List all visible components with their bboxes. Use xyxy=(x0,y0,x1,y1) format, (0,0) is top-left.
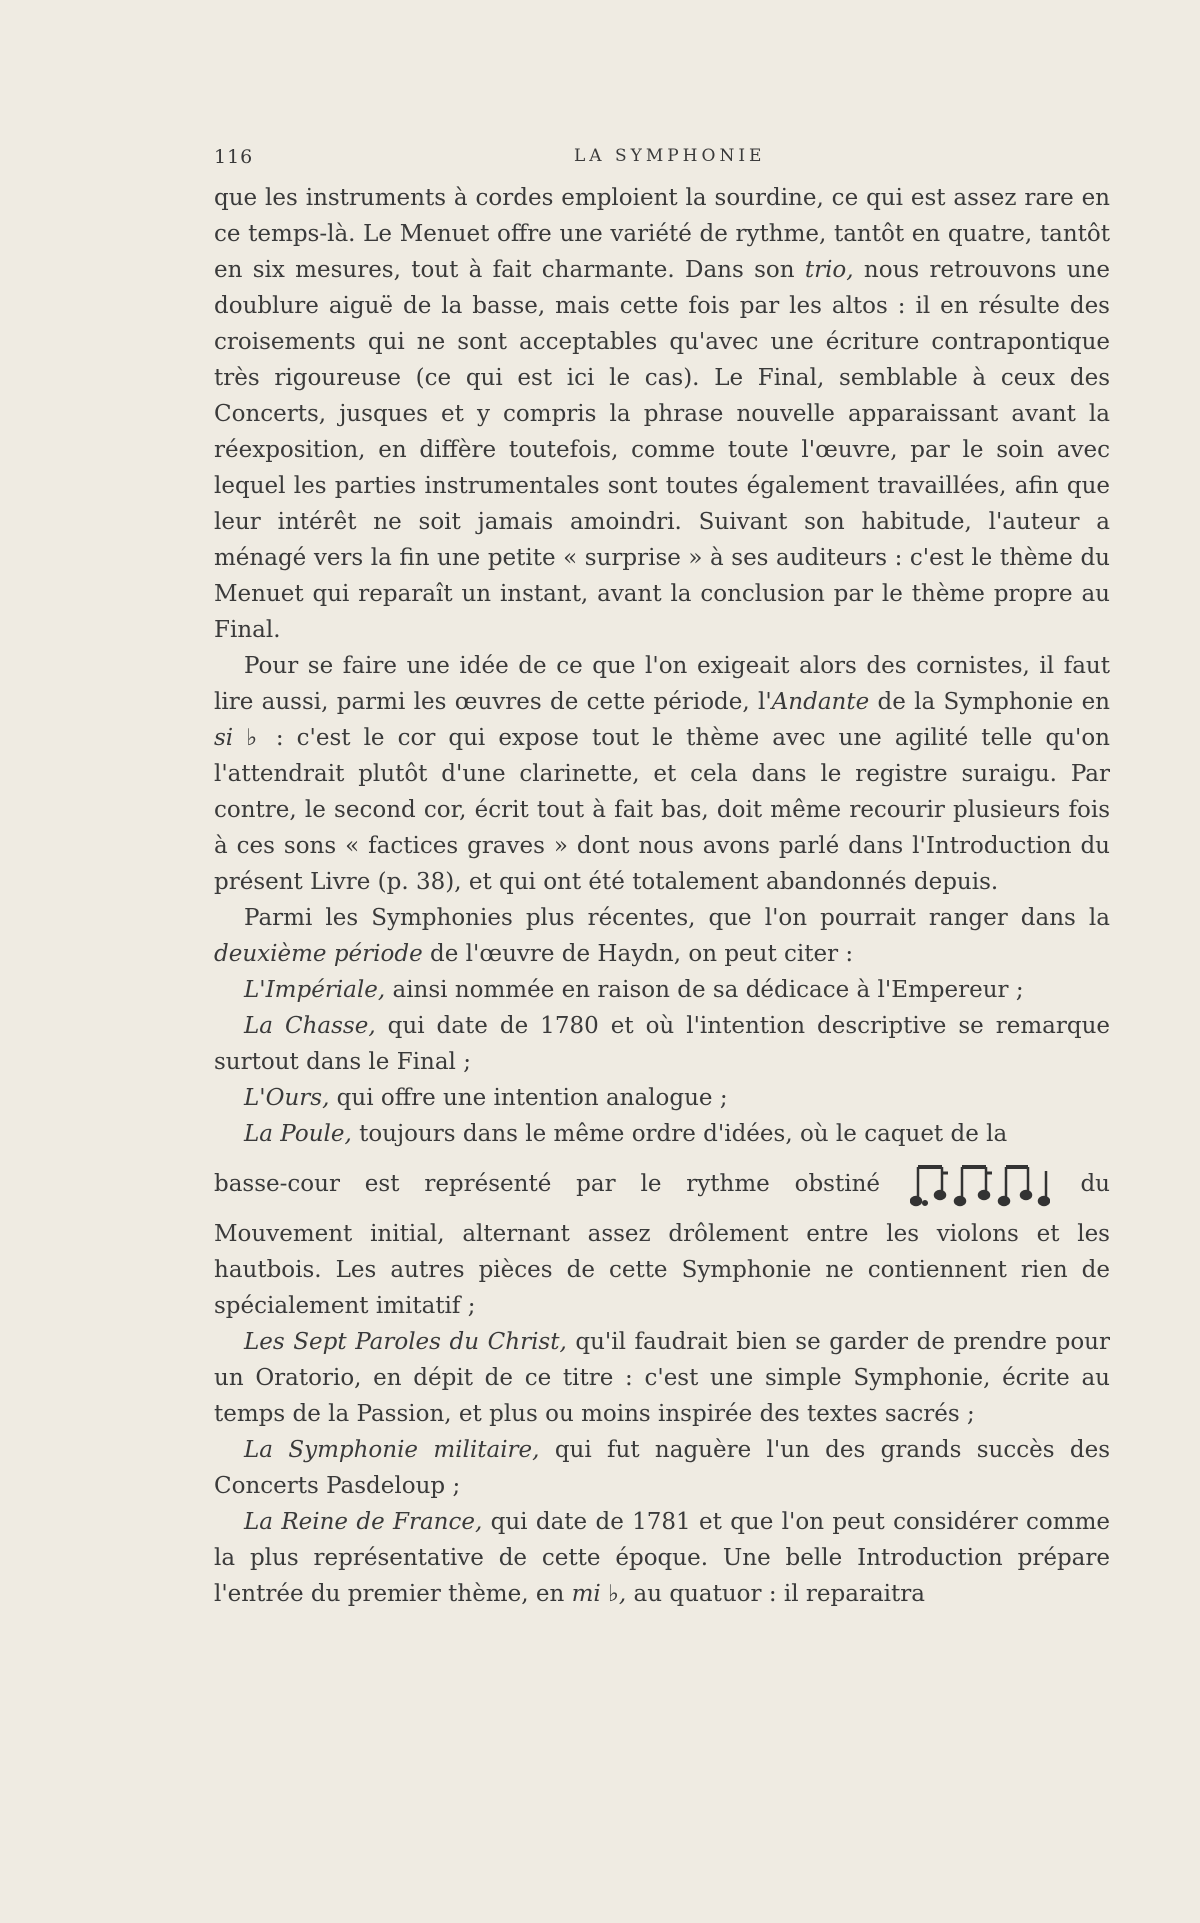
paragraph-menuet: que les instruments à cordes emploient la sourdine, ce qui est assez rare en ce temps-là. Le Menuet offre une variété de rythme, tantôt en quatre, tantôt en six mesures, tout à fait charmante. Dans son trio, nous retrouvons une doublure aiguë de la basse, mais cette fois par les altos : il en résulte des croisements qui ne sont acceptables qu'avec une écriture contrapontique très rigoureuse (ce qui est ici le cas). Le Final, semblable à ceux des Concerts, jusques et y compris la phrase nouvelle apparaissant avant la réexposition, en diffère toutefois, comme toute l'œuvre, par le soin avec lequel les parties instrumentales sont toutes également travaillées, afin que leur intérêt ne soit jamais amoindri. Suivant son habitude, l'auteur a ménagé vers la fin une petite « surprise » à ses auditeurs : c'est le thème du Menuet qui reparaît un instant, avant la conclusion par le thème propre au Final. xyxy=(214,185,1110,643)
list-item-reine: La Reine de France, qui date de 1781 et que l'on peut considérer comme la plus représentative de cette époque. Une belle Introduction prépare l'entrée du premier thème, en mi ♭, au quatuor : il reparaitra xyxy=(214,1509,1110,1607)
paragraph-poule-suite: Mouvement initial, alternant assez drôlement entre les violons et les hautbois. Les autres pièces de cette Symphonie ne contiennent rien de spécialement imitatif ; xyxy=(214,1221,1110,1319)
paragraph-symphonies-recentes: Parmi les Symphonies plus récentes, que l'on pourrait ranger dans la deuxième période de l'œuvre de Haydn, on peut citer : xyxy=(214,905,1110,967)
rhythm-caption: basse-cour est représenté par le rythme obstiné xyxy=(214,1171,880,1197)
rhythm-line xyxy=(214,1152,1110,1216)
list-item-imperiale: L'Impériale, ainsi nommée en raison de sa dédicace à l'Empereur ; xyxy=(244,977,1024,1003)
page-number: 116 xyxy=(214,146,254,168)
list-item-poule: La Poule, toujours dans le même ordre d'idées, où le caquet de la xyxy=(244,1121,1008,1147)
rhythm-tail: du xyxy=(1080,1171,1110,1197)
book-page xyxy=(214,140,1110,1612)
running-title: LA SYMPHONIE xyxy=(574,146,766,166)
list-item-sept-paroles: Les Sept Paroles du Christ, qu'il faudrait bien se garder de prendre pour un Oratorio, en dépit de ce titre : c'est une simple Symphonie, écrite au temps de la Passion, et plus ou moins inspirée des textes sacrés ; xyxy=(214,1329,1110,1427)
list-item-ours: L'Ours, qui offre une intention analogue ; xyxy=(244,1085,728,1111)
rhythm-notation-icon xyxy=(910,1159,1050,1209)
list-item-chasse: La Chasse, qui date de 1780 et où l'intention descriptive se remarque surtout dans le Final ; xyxy=(214,1013,1111,1075)
list-item-militaire: La Symphonie militaire, qui fut naguère l'un des grands succès des Concerts Pasdeloup ; xyxy=(214,1437,1111,1499)
paragraph-cornistes: Pour se faire une idée de ce que l'on exigeait alors des cornistes, il faut lire aussi, parmi les œuvres de cette période, l'Andante de la Symphonie en si ♭ : c'est le cor qui expose tout le thème avec une agilité telle qu'on l'attendrait plutôt d'une clarinette, et cela dans le registre suraigu. Par contre, le second cor, écrit tout à fait bas, doit même recourir plusieurs fois à ces sons « factices graves » dont nous avons parlé dans l'Introduction du présent Livre (p. 38), et qui ont été totalement abandonnés depuis. xyxy=(214,653,1110,895)
body-text xyxy=(214,180,1110,1612)
page-header xyxy=(214,140,1110,180)
